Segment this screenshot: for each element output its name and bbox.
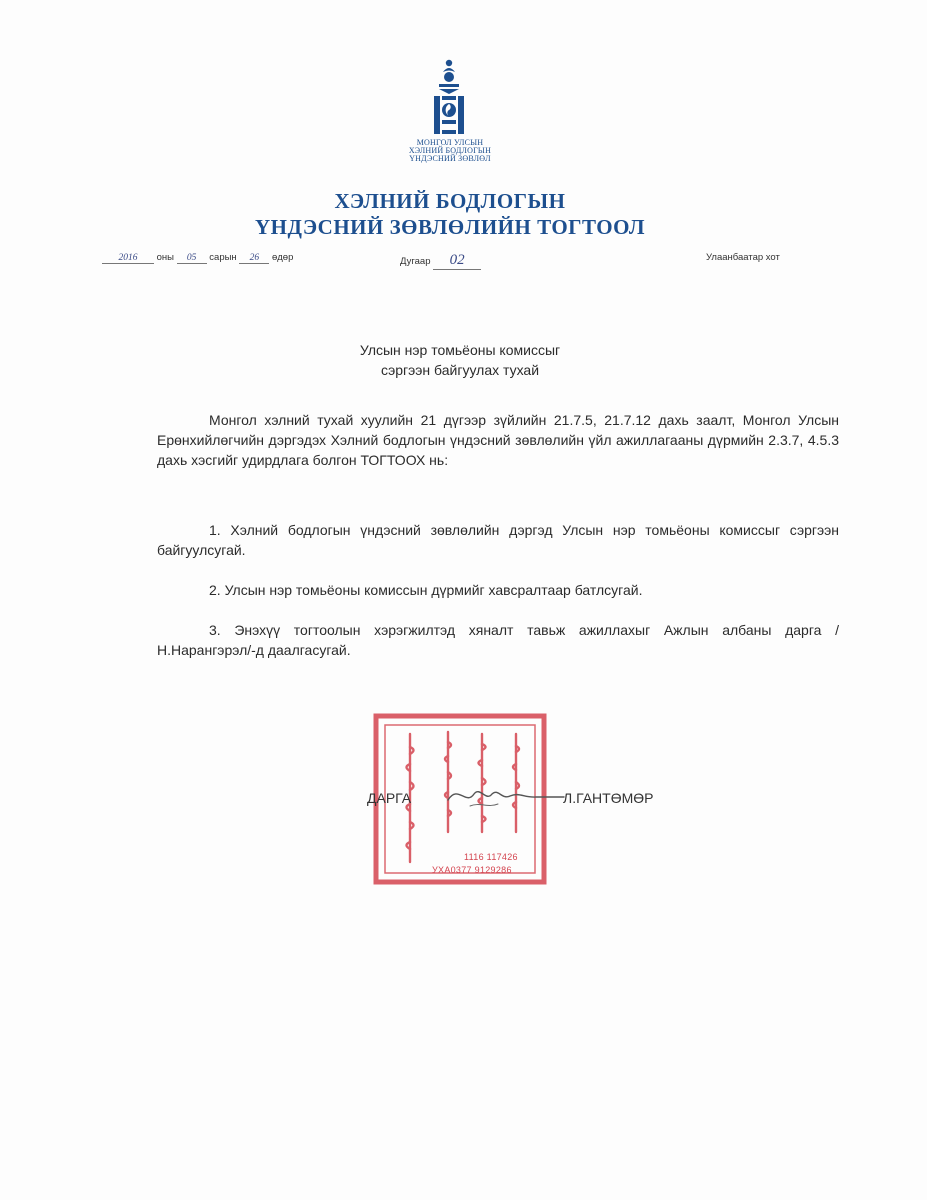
decision-item-3: 3. Энэхүү тогтоолын хэрэгжилтэд хяналт тавьж ажиллахыг Ажлын албаны дарга /Н.Нарангэрэл/-д даалгасугай. [157, 622, 839, 658]
handwritten-signature [440, 776, 570, 816]
year-label: оны [156, 252, 174, 263]
stamp-number-2: УХА0377 9129286 [432, 865, 512, 875]
document-subject [250, 340, 670, 380]
number-label: Дугаар [400, 256, 431, 267]
decision-item-2: 2. Улсын нэр томьёоны комиссын дүрмийг хавсралтаар батлсугай. [209, 582, 643, 598]
stamp-number-1: 1116 117426 [464, 852, 518, 862]
year-value: 2016 [102, 253, 154, 264]
org-line-2: ХЭЛНИЙ БОДЛОГЫН [408, 146, 492, 155]
subject-line-2: сэргээн байгуулах тухай [380, 362, 540, 378]
title-line-1: ХЭЛНИЙ БОДЛОГЫН [334, 189, 566, 213]
month-value: 05 [177, 253, 207, 264]
org-line-1: МОНГОЛ УЛСЫН [416, 138, 484, 147]
document-title [150, 188, 750, 240]
subject-line-1: Улсын нэр томьёоны комиссыг [359, 342, 561, 358]
title-line-2: ҮНДЭСНИЙ ЗӨВЛӨЛИЙН ТОГТООЛ [254, 215, 646, 239]
city-label: Улаанбаатар хот [706, 252, 780, 263]
soyombo-emblem-icon [428, 58, 470, 138]
date-line [102, 252, 293, 264]
signatory-title: ДАРГА [367, 790, 412, 806]
month-label: сарын [209, 252, 237, 263]
day-label: өдөр [271, 252, 294, 263]
decision-item-1: 1. Хэлний бодлогын үндэсний зөвлөлийн дэргэд Улсын нэр томьёоны комиссыг сэргээн байгуулсугай. [157, 522, 839, 558]
day-value: 26 [239, 253, 269, 264]
organization-name [380, 139, 520, 163]
signatory-name: Л.ГАНТӨМӨР [563, 790, 654, 806]
org-line-3: ҮНДЭСНИЙ ЗӨВЛӨЛ [409, 154, 491, 163]
number-value: 02 [433, 252, 481, 270]
number-line [400, 252, 481, 270]
intro-paragraph: Монгол хэлний тухай хуулийн 21 дүгээр зүйлийн 21.7.5, 21.7.12 дахь заалт, Монгол Улсын Ерөнхийлөгчийн дэргэдэх Хэлний бодлогын үндэсний зөвлөлийн үйл ажиллагааны дүрмийн 2.3.7, 4.5.3 дахь хэсгийг удирдлага болгон ТОГТООХ нь: [157, 412, 839, 468]
